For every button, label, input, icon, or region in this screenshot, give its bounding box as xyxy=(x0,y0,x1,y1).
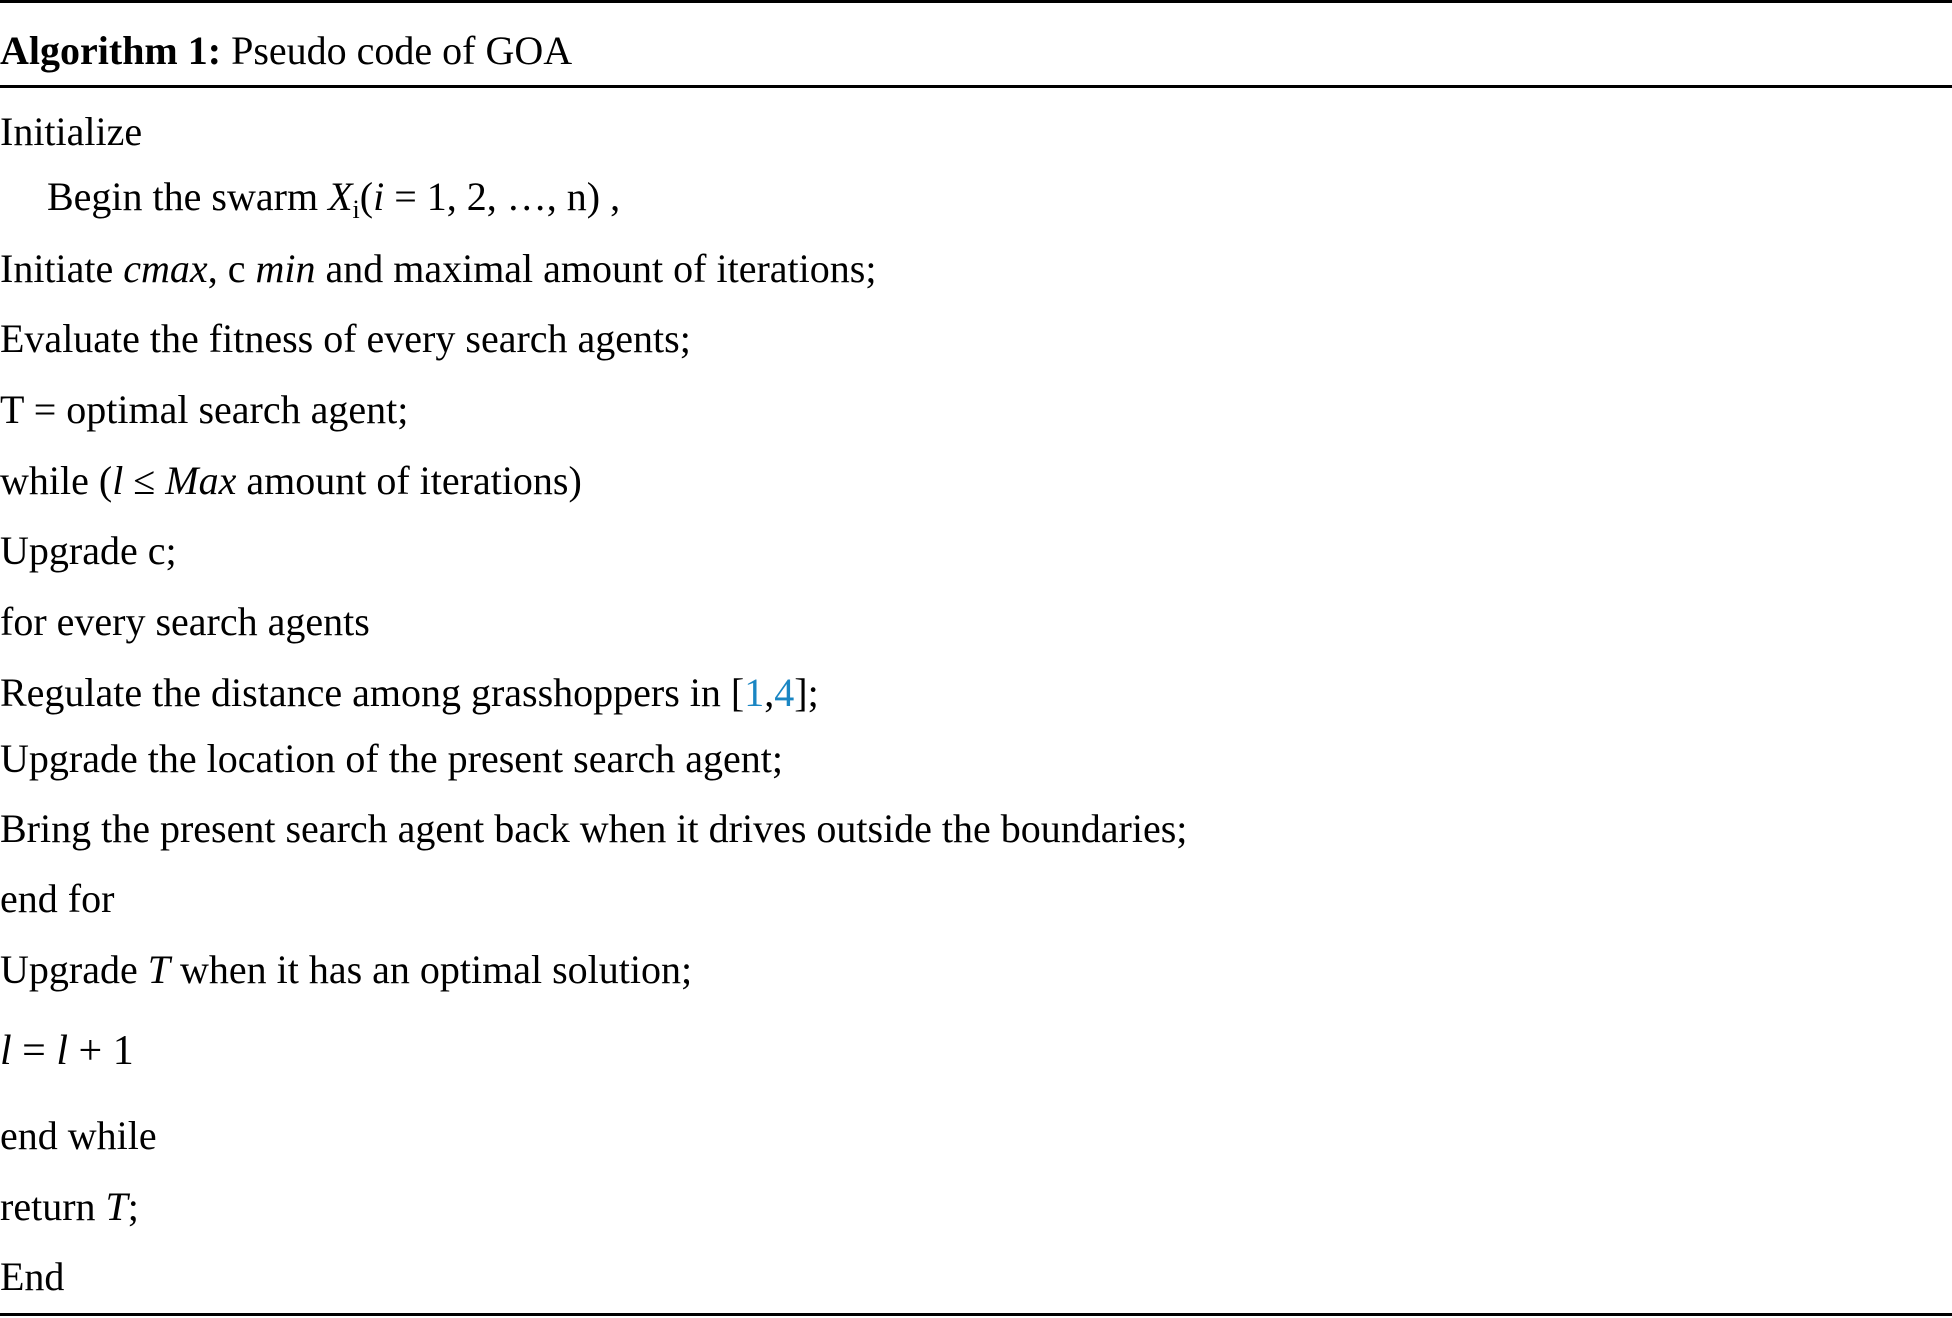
line-bring-back: Bring the present search agent back when it drives outside the boundaries; xyxy=(0,806,1188,851)
iteration-variable: l xyxy=(112,458,124,503)
line-optimal-agent: T = optimal search agent; xyxy=(0,387,409,432)
increment-plus-one: + 1 xyxy=(68,1028,134,1074)
line-upgrade-c: Upgrade c; xyxy=(0,528,177,573)
cmin-variable: min xyxy=(255,246,316,291)
line-upgrade-t xyxy=(0,947,693,992)
header-rule xyxy=(0,85,1952,88)
algorithm-label: Algorithm 1: xyxy=(0,28,222,73)
swarm-index: i xyxy=(373,174,385,219)
line-regulate-distance xyxy=(0,670,819,715)
line-upgrade-t-prefix: Upgrade xyxy=(0,947,148,992)
bottom-rule xyxy=(0,1313,1952,1316)
top-rule xyxy=(0,0,1952,3)
line-increment xyxy=(0,1030,134,1072)
algorithm-title xyxy=(0,28,573,73)
cmax-variable: cmax xyxy=(123,246,208,291)
line-regulate-prefix: Regulate the distance among grasshoppers in [ xyxy=(0,670,745,715)
leq-operator: ≤ xyxy=(123,458,166,503)
line-while-suffix: amount of iterations) xyxy=(236,458,582,503)
line-end-while: end while xyxy=(0,1113,157,1158)
line-while xyxy=(0,458,582,503)
line-return xyxy=(0,1184,139,1229)
line-return-prefix: return xyxy=(0,1184,106,1229)
line-begin-swarm-prefix: Begin the swarm xyxy=(47,174,329,219)
line-end-for: end for xyxy=(0,876,115,921)
line-return-suffix: ; xyxy=(127,1184,139,1229)
swarm-subscript: i xyxy=(352,195,360,224)
line-for: for every search agents xyxy=(0,599,370,644)
line-upgrade-location: Upgrade the location of the present search agent; xyxy=(0,736,784,781)
line-end: End xyxy=(0,1254,65,1299)
swarm-variable: X xyxy=(328,174,353,219)
max-variable: Max xyxy=(165,458,237,503)
equals-operator: = xyxy=(11,1028,57,1074)
algorithm-title-text: Pseudo code of GOA xyxy=(231,28,573,73)
swarm-paren: ( xyxy=(359,174,374,219)
line-initiate-suffix: and maximal amount of iterations; xyxy=(315,246,877,291)
citation-link-4[interactable]: 4 xyxy=(774,670,795,715)
line-upgrade-t-suffix: when it has an optimal solution; xyxy=(169,947,693,992)
line-initiate xyxy=(0,246,877,291)
line-while-prefix: while ( xyxy=(0,458,113,503)
increment-rhs: l xyxy=(56,1028,69,1074)
increment-lhs: l xyxy=(0,1028,12,1074)
return-variable: T xyxy=(105,1184,128,1229)
line-regulate-suffix: ]; xyxy=(794,670,819,715)
line-evaluate-fitness: Evaluate the fitness of every search agents; xyxy=(0,316,691,361)
swarm-range: = 1, 2, …, n) , xyxy=(384,174,621,219)
line-initialize: Initialize xyxy=(0,109,143,154)
line-initiate-prefix: Initiate xyxy=(0,246,124,291)
citation-separator: , xyxy=(764,670,775,715)
line-initiate-mid: , c xyxy=(207,246,256,291)
t-variable: T xyxy=(147,947,170,992)
line-begin-swarm xyxy=(0,174,621,224)
citation-link-1[interactable]: 1 xyxy=(744,670,765,715)
